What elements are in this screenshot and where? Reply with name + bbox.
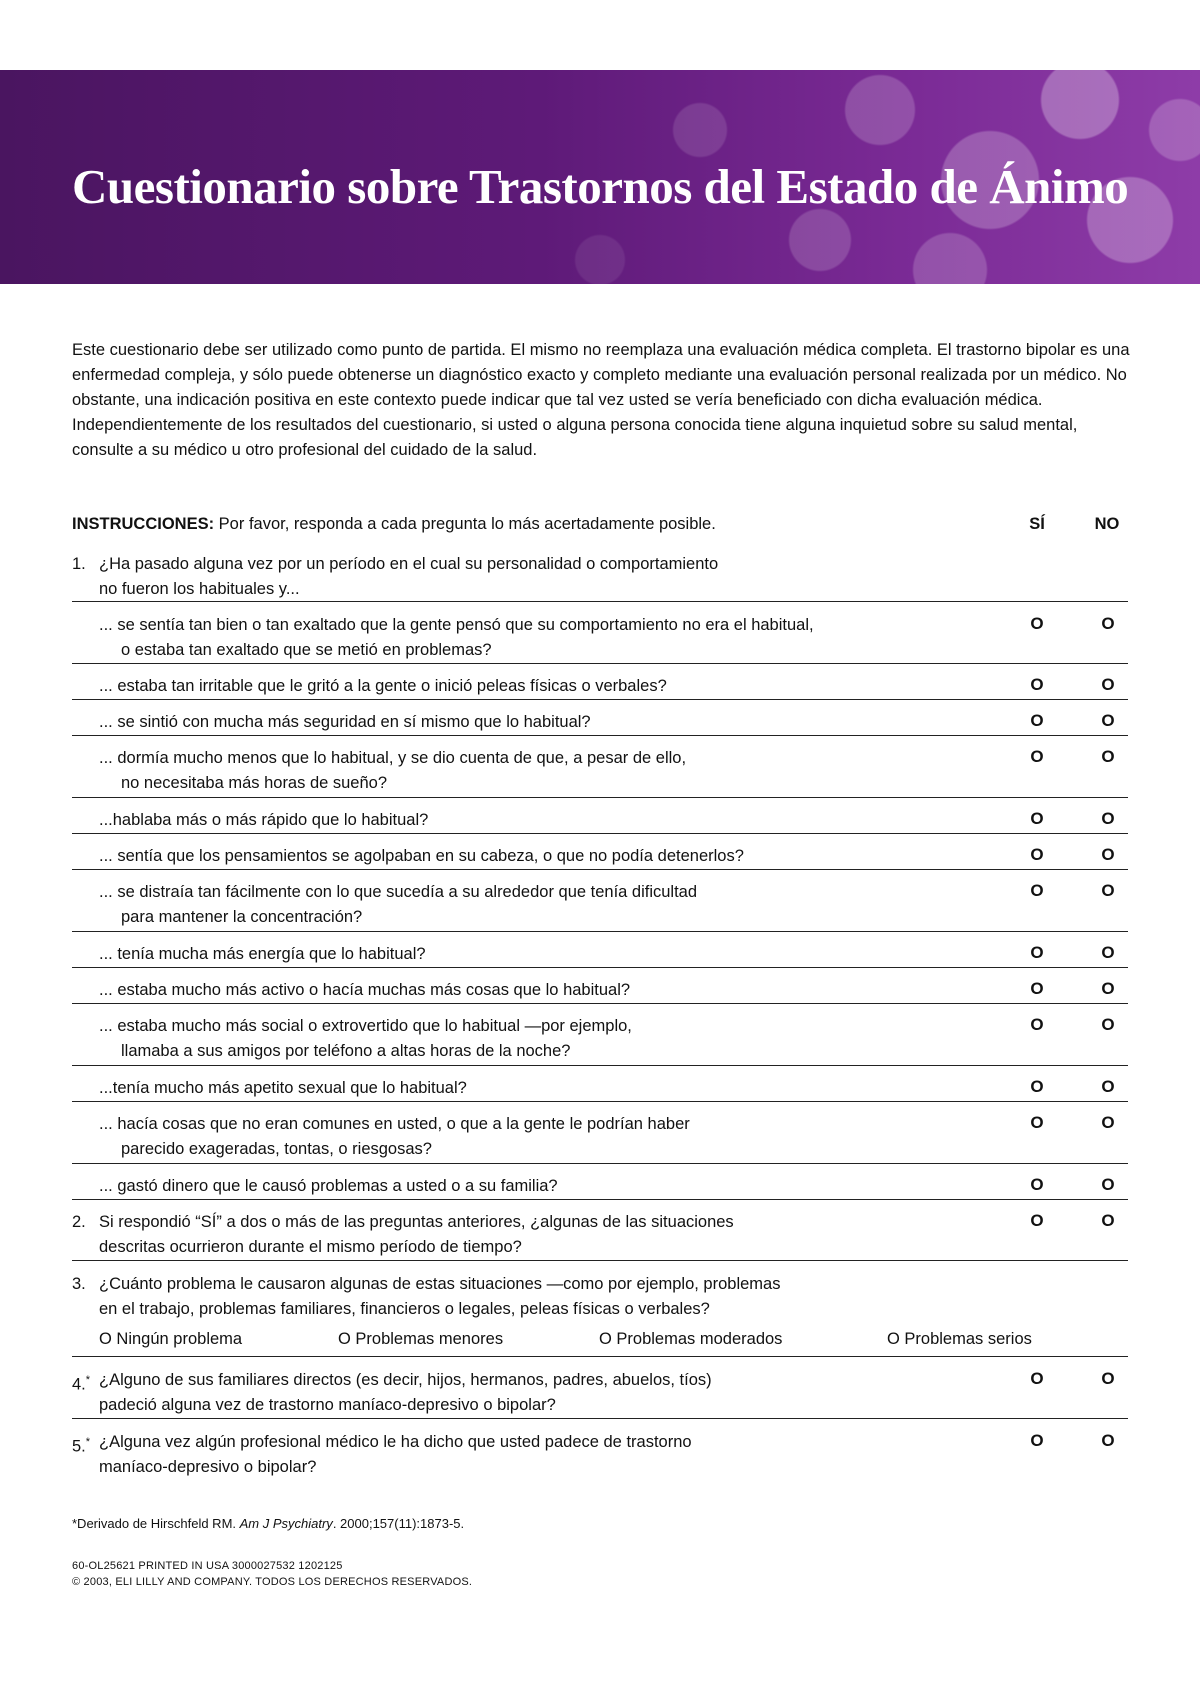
intro-paragraph: Este cuestionario debe ser utilizado como punto de partida. El mismo no reemplaza una evaluación médica completa. El trastorno bipolar es una enfermedad compleja, y sólo puede obtenerse un diagnóstico exacto y completo mediante una evaluación personal realizada por un médico. No obstante, una indicación positiva en este contexto puede indicar que tal vez usted se vería beneficiado con dicha evaluación médica. Independientemente de los resultados del cuestionario, si usted o alguna persona conocida tiene alguna inquietud sobre su salud mental, consulte a su médico u otro profesional del cuidado de la salud. [72,341,1130,459]
divider [72,1003,1128,1004]
question-text: maníaco-depresivo o bipolar? [99,1458,317,1476]
divider [72,1356,1128,1357]
list-item-continued: llamaba a sus amigos por teléfono a altas horas de la noche? [121,1042,571,1060]
divider [72,967,1128,968]
list-item: ... dormía mucho menos que lo habitual, y se dio cuenta de que, a pesar de ello, [99,749,687,767]
question-number: 2. [72,1213,86,1231]
footnote [72,1516,464,1531]
divider [72,833,1128,834]
footnote-marker: * [85,1436,91,1448]
footer-code: 60-OL25621 PRINTED IN USA 3000027532 1202125 [72,1560,343,1572]
radio-yes[interactable]: O [1030,1015,1044,1034]
list-item-continued: parecido exageradas, tontas, o riesgosas? [121,1140,432,1158]
footnote-journal: Am J Psychiatry [239,1516,333,1531]
list-item: ... se sintió con mucha más seguridad en sí mismo que lo habitual? [99,713,591,731]
radio-no[interactable]: O [1101,881,1115,900]
list-item: ... hacía cosas que no eran comunes en usted, o que a la gente le podrían haber [99,1115,690,1133]
radio-no[interactable]: O [1101,1113,1115,1132]
radio-no[interactable]: O [1101,1431,1115,1450]
radio-no[interactable]: O [1101,747,1115,766]
radio-yes[interactable]: O [1030,1369,1044,1388]
radio-yes[interactable]: O [1030,614,1044,633]
radio-no[interactable]: O [1101,1175,1115,1194]
question-text: descritas ocurrieron durante el mismo período de tiempo? [99,1238,522,1256]
radio-no[interactable]: O [1101,1015,1115,1034]
radio-yes[interactable]: O [1030,845,1044,864]
footnote-post: . 2000;157(11):1873-5. [332,1516,465,1531]
header-banner [0,70,1200,284]
question-text: ¿Ha pasado alguna vez por un período en el cual su personalidad o comportamiento [99,555,719,573]
instructions [72,515,862,534]
list-item: ... estaba tan irritable que le gritó a la gente o inició peleas físicas o verbales? [99,677,667,695]
list-item-continued: para mantener la concentración? [121,908,363,926]
question-number: 3. [72,1275,86,1293]
radio-no[interactable]: O [1101,1369,1115,1388]
divider [72,1418,1128,1419]
instructions-text: Por favor, responda a cada pregunta lo más acertadamente posible. [214,515,716,533]
radio-yes[interactable]: O [1030,1431,1044,1450]
radio-no[interactable]: O [1101,1211,1115,1230]
footer-copyright: © 2003, ELI LILLY AND COMPANY. TODOS LOS DERECHOS RESERVADOS. [72,1576,473,1588]
list-item: ... se sentía tan bien o tan exaltado que la gente pensó que su comportamiento no era el habitual, [99,616,814,634]
divider [72,1163,1128,1164]
question-text: en el trabajo, problemas familiares, financieros o legales, peleas físicas o verbales? [99,1300,710,1318]
question-text: padeció alguna vez de trastorno maníaco-depresivo o bipolar? [99,1396,556,1414]
radio-no[interactable]: O [1101,943,1115,962]
question-number: 1. [72,555,86,573]
radio-yes[interactable]: O [1030,747,1044,766]
radio-yes[interactable]: O [1030,979,1044,998]
radio-yes[interactable]: O [1030,1113,1044,1132]
question-text: Si respondió “SÍ” a dos o más de las preguntas anteriores, ¿algunas de las situaciones [99,1213,734,1231]
radio-yes[interactable]: O [1030,1077,1044,1096]
divider [72,797,1128,798]
radio-no[interactable]: O [1101,1077,1115,1096]
list-item-continued: o estaba tan exaltado que se metió en problemas? [121,641,492,659]
instructions-label: INSTRUCCIONES: [72,515,215,533]
footnote-pre: *Derivado de Hirschfeld RM. [72,1516,240,1531]
radio-no[interactable]: O [1101,845,1115,864]
option-no-problem[interactable]: O Ningún problema [99,1330,243,1348]
list-item: ... estaba mucho más activo o hacía muchas más cosas que lo habitual? [99,981,631,999]
radio-yes[interactable]: O [1030,1211,1044,1230]
footnote-marker: * [85,1374,91,1386]
divider [72,1199,1128,1200]
question-number-value: 5. [72,1437,86,1456]
divider [72,869,1128,870]
option-minor-problems[interactable]: O Problemas menores [338,1330,504,1348]
radio-yes[interactable]: O [1030,809,1044,828]
radio-yes[interactable]: O [1030,675,1044,694]
list-item: ... se distraía tan fácilmente con lo que sucedía a su alrededor que tenía dificultad [99,883,698,901]
question-number [72,1430,90,1460]
question-number-value: 4. [72,1375,86,1394]
list-item-continued: no necesitaba más horas de sueño? [121,774,388,792]
column-header-yes: SÍ [1029,515,1045,533]
divider [72,1065,1128,1066]
list-item: ... estaba mucho más social o extrovertido que lo habitual —por ejemplo, [99,1017,632,1035]
option-serious-problems[interactable]: O Problemas serios [887,1330,1032,1348]
list-item: ...tenía mucho más apetito sexual que lo habitual? [99,1079,467,1097]
divider [72,699,1128,700]
list-item: ... gastó dinero que le causó problemas a usted o a su familia? [99,1177,558,1195]
radio-yes[interactable]: O [1030,711,1044,730]
radio-no[interactable]: O [1101,614,1115,633]
list-item: ...hablaba más o más rápido que lo habitual? [99,811,429,829]
radio-no[interactable]: O [1101,711,1115,730]
radio-yes[interactable]: O [1030,943,1044,962]
divider [72,601,1128,602]
divider [72,1101,1128,1102]
question-text: no fueron los habituales y... [99,580,300,598]
divider [72,663,1128,664]
radio-no[interactable]: O [1101,979,1115,998]
radio-no[interactable]: O [1101,675,1115,694]
divider [72,1260,1128,1261]
page-title: Cuestionario sobre Trastornos del Estado de Ánimo [72,159,1129,214]
radio-no[interactable]: O [1101,809,1115,828]
radio-yes[interactable]: O [1030,881,1044,900]
question-text: ¿Alguno de sus familiares directos (es decir, hijos, hermanos, padres, abuelos, tíos) [99,1371,712,1389]
list-item: ... tenía mucha más energía que lo habitual? [99,945,426,963]
question-text: ¿Cuánto problema le causaron algunas de estas situaciones —como por ejemplo, problemas [99,1275,781,1293]
column-header-no: NO [1094,515,1120,533]
question-number [72,1368,90,1398]
divider [72,735,1128,736]
divider [72,931,1128,932]
question-text: ¿Alguna vez algún profesional médico le ha dicho que usted padece de trastorno [99,1433,692,1451]
radio-yes[interactable]: O [1030,1175,1044,1194]
option-moderate-problems[interactable]: O Problemas moderados [599,1330,783,1348]
list-item: ... sentía que los pensamientos se agolpaban en su cabeza, o que no podía detenerlos? [99,847,744,865]
